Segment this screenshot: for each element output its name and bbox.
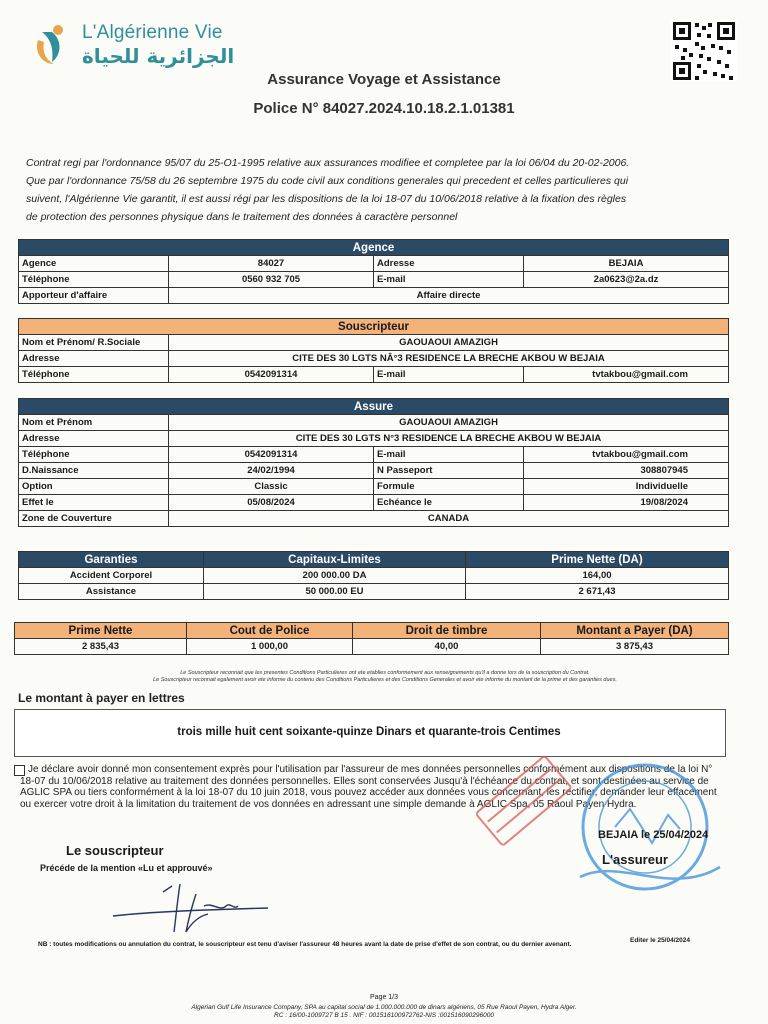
agence-label: Agence	[19, 256, 169, 272]
table-row	[19, 568, 729, 584]
souscripteur-heading: Souscripteur	[19, 319, 729, 335]
nom-value: GAOUAOUI AMAZIGH	[169, 415, 729, 431]
document-title: Assurance Voyage et Assistance	[267, 71, 501, 88]
company-logo-icon	[28, 22, 76, 70]
consent-text: Je déclare avoir donné mon consentement exprès pour l'utilisation par l'assureur de mes données personnelles conformément aux dispositions de la loi N° 18-07 du 10/06/2018 relative au traitement des données personnelles. Elles sont conservées Jusqu'à l'échéance du contrat, et sont destinées au service de AGLIC SPA ou tiers conformément à la loi 18-07 du 10 juin 2018, vous pouvez accéder aux données vous concernant, les rectifier, demander leur effacement ou exercer votre droit à la limitation du traitement de vos données en adressant une simple demande à AGLIC Spa, 05 Raoul Payen Hydra.	[20, 764, 717, 810]
apporteur-value: Affaire directe	[169, 288, 729, 304]
prime-nette-value: 2 835,43	[15, 639, 187, 655]
droit-timbre-header: Droit de timbre	[353, 623, 541, 639]
zone-value: CANADA	[169, 511, 729, 527]
amount-words-title: Le montant à payer en lettres	[18, 691, 185, 705]
garantie-name: Assistance	[19, 584, 204, 600]
formule-label: Formule	[374, 479, 524, 495]
page-number: Page 1/3	[369, 994, 399, 1001]
preamble-line: Contrat regi par l'ordonnance 95/07 du 25-O1-1995 relative aux assurances modifiee et completee par la loi 06/04 du 20-02-2006.	[26, 157, 630, 169]
naissance-label: D.Naissance	[19, 463, 169, 479]
cout-police-value: 1 000,00	[187, 639, 353, 655]
option-label: Option	[19, 479, 169, 495]
garantie-prime: 2 671,43	[466, 584, 729, 600]
passeport-label: N Passeport	[374, 463, 524, 479]
echeance-label: Echéance le	[374, 495, 524, 511]
effet-value: 05/08/2024	[169, 495, 374, 511]
small-print	[40, 670, 730, 684]
montant-payer-value: 3 875,43	[541, 639, 729, 655]
garantie-prime: 164,00	[466, 568, 729, 584]
agence-heading: Agence	[19, 240, 729, 256]
telephone-value: 0560 932 705	[169, 272, 374, 288]
echeance-value: 19/08/2024	[524, 495, 729, 511]
adresse-value: CITE DES 30 LGTS N°3 RESIDENCE LA BRECHE AKBOU W BEJAIA	[169, 431, 729, 447]
passeport-value: 308807945	[524, 463, 729, 479]
droit-timbre-value: 40,00	[353, 639, 541, 655]
logo-text-fr: L'Algérienne Vie	[82, 22, 223, 43]
place-date: BEJAIA le 25/04/2024	[598, 829, 709, 841]
adresse-label: Adresse	[19, 431, 169, 447]
footer	[0, 1004, 768, 1020]
subscriber-title: Le souscripteur	[66, 843, 164, 858]
email-value: tvtakbou@gmail.com	[524, 447, 729, 463]
agence-value: 84027	[169, 256, 374, 272]
cout-police-header: Cout de Police	[187, 623, 353, 639]
telephone-label: Téléphone	[19, 367, 169, 383]
nom-label: Nom et Prénom	[19, 415, 169, 431]
apporteur-label: Apporteur d'affaire	[19, 288, 169, 304]
logo-text-ar: الجزائرية للحياة	[82, 44, 235, 68]
email-value: tvtakbou@gmail.com	[524, 367, 729, 383]
souscripteur-table	[18, 318, 729, 383]
email-label: E-mail	[374, 272, 524, 288]
effet-label: Effet le	[19, 495, 169, 511]
telephone-value: 0542091314	[169, 367, 374, 383]
naissance-value: 24/02/1994	[169, 463, 374, 479]
nom-value: GAOUAOUI AMAZIGH	[169, 335, 729, 351]
insurer-label: L'assureur	[602, 852, 668, 867]
email-label: E-mail	[374, 367, 524, 383]
agence-table	[18, 239, 729, 304]
adresse-label: Adresse	[19, 351, 169, 367]
small-print-line: Le Souscripteur reconnait que les presentes Conditions Particulieres ont ete etablies conformement aux renseignements qu'il a donne lors de la souscription du Contrat.	[180, 670, 590, 676]
preamble-line: suivent, l'Algérienne Vie garantit, il est aussi régi par les dispositions de la loi 18-07 du 10/06/2018 relative à la fixation des règles	[26, 193, 627, 205]
garanties-header: Garanties	[19, 552, 204, 568]
policy-number: Police N° 84027.2024.10.18.2.1.01381	[253, 100, 515, 117]
garanties-table	[18, 551, 729, 600]
preamble-line: de protection des personnes physique dans le traitement des données à caractère personnel	[26, 211, 458, 223]
nb-note: NB : toutes modifications ou annulation du contrat, le souscripteur est tenu d'aviser l'assureur 48 heures avant la date de prise d'effet de son contrat, ou du dernier avenant.	[38, 941, 572, 948]
assure-heading: Assure	[19, 399, 729, 415]
prime-nette-header: Prime Nette (DA)	[466, 552, 729, 568]
mention-text: Précéde de la mention «Lu et approuvé»	[40, 863, 213, 873]
adresse-value: CITE DES 30 LGTS NÂ°3 RESIDENCE LA BRECHE AKBOU W BEJAIA	[169, 351, 729, 367]
formule-value: Individuelle	[524, 479, 729, 495]
small-print-line: Le Souscripteur reconnait egalement avoir ete informe du contenu des Conditions Particulieres et des Conditions Generales et avoir ete informe du montant de la prime et des garanties dues.	[153, 677, 617, 683]
garantie-name: Accident Corporel	[19, 568, 204, 584]
signature-icon	[108, 876, 278, 936]
footer-line: RC : 16/00-1009727 B 15 . NIF : 001516100972762-NIS :001516090296000	[274, 1012, 494, 1019]
garantie-capital: 200 000.00 DA	[204, 568, 466, 584]
capitaux-header: Capitaux-Limites	[204, 552, 466, 568]
preamble-line: Que par l'ordonnance 75/58 du 26 septembre 1975 du code civil aux conditions generales qui precedent et celles particulieres qui	[26, 175, 629, 187]
footer-line: Algerian Gulf Life Insurance Company, SPA au capital social de 1.000.000.000 de dinars algériens, 05 Rue Raoul Payen, Hydra Alger.	[191, 1004, 577, 1011]
zone-label: Zone de Couverture	[19, 511, 169, 527]
option-value: Classic	[169, 479, 374, 495]
edited-date: Editer le 25/04/2024	[630, 937, 690, 944]
montant-payer-header: Montant a Payer (DA)	[541, 623, 729, 639]
table-row	[19, 584, 729, 600]
adresse-value: BEJAIA	[524, 256, 729, 272]
nom-label: Nom et Prénom/ R.Sociale	[19, 335, 169, 351]
assure-table	[18, 398, 729, 527]
preamble	[26, 154, 716, 226]
email-label: E-mail	[374, 447, 524, 463]
prime-nette-header: Prime Nette	[15, 623, 187, 639]
telephone-value: 0542091314	[169, 447, 374, 463]
adresse-label: Adresse	[374, 256, 524, 272]
telephone-label: Téléphone	[19, 272, 169, 288]
telephone-label: Téléphone	[19, 447, 169, 463]
email-value: 2a0623@2a.dz	[524, 272, 729, 288]
garantie-capital: 50 000.00 EU	[204, 584, 466, 600]
totals-table	[14, 622, 729, 655]
amount-words: trois mille huit cent soixante-quinze Dinars et quarante-trois Centimes	[177, 726, 561, 738]
